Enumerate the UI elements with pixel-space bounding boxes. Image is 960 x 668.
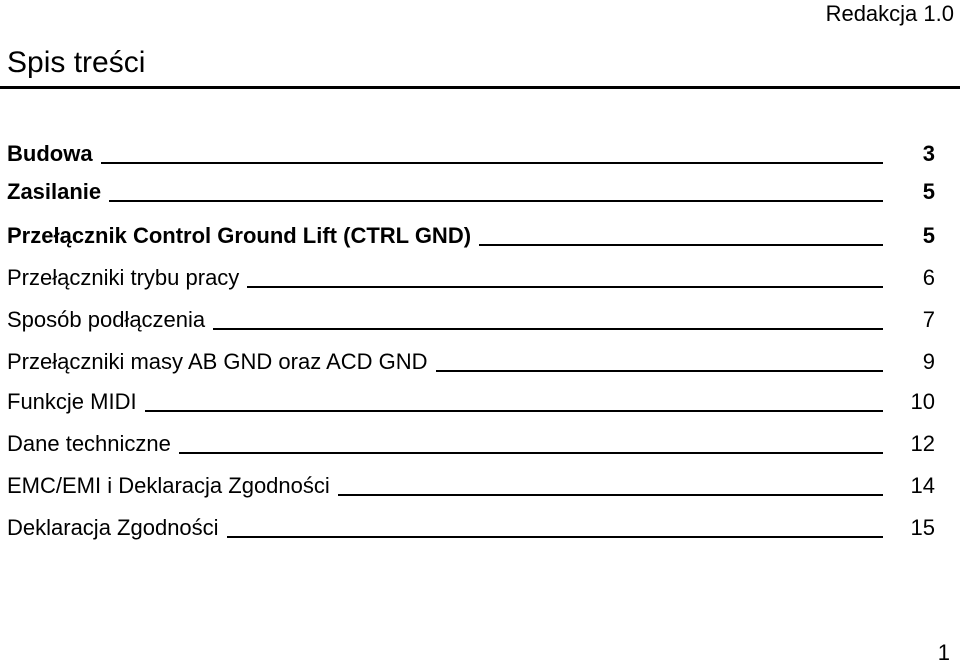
toc-entry-label: Funkcje MIDI (7, 389, 137, 414)
toc-entry-page: 10 (910, 389, 935, 414)
toc-entry-midi[interactable] (7, 378, 935, 416)
toc-entry-page: 15 (910, 515, 935, 540)
toc-leader-line (247, 286, 883, 288)
toc-leader-line (338, 494, 883, 496)
toc-leader-line (227, 536, 883, 538)
toc-entry-dane[interactable] (7, 420, 935, 458)
toc-entry-label: Sposób podłączenia (7, 307, 206, 332)
toc-entry-label: Przełączniki masy AB GND oraz ACD GND (7, 349, 428, 374)
toc-entry-page: 5 (922, 223, 935, 248)
toc-leader-line (145, 410, 883, 412)
page-number: 1 (937, 640, 950, 665)
toc-entry-page: 7 (922, 307, 935, 332)
toc-leader-line (479, 244, 883, 246)
toc-entry-page: 14 (910, 473, 935, 498)
toc-entry-budowa[interactable] (7, 130, 935, 168)
toc-entry-page: 12 (910, 431, 935, 456)
toc-entry-ctrl-gnd[interactable] (7, 212, 935, 250)
toc-entry-page: 5 (922, 179, 935, 204)
toc-entry-label: Dane techniczne (7, 431, 171, 456)
toc-entry-deklaracja[interactable] (7, 504, 935, 542)
toc-entry-emc[interactable] (7, 462, 935, 500)
toc-leader-line (101, 162, 883, 164)
toc-entry-label: Deklaracja Zgodności (7, 515, 219, 540)
toc-entry-page: 3 (922, 141, 935, 166)
toc-entry-label: EMC/EMI i Deklaracja Zgodności (7, 473, 330, 498)
toc-entry-podlaczenie[interactable] (7, 296, 935, 334)
title-divider (0, 86, 960, 89)
revision-label: Redakcja 1.0 (825, 1, 954, 26)
toc-entry-label: Przełączniki trybu pracy (7, 265, 240, 290)
toc-entry-label: Przełącznik Control Ground Lift (CTRL GND) (7, 223, 472, 248)
toc-entry-tryb-pracy[interactable] (7, 254, 935, 292)
toc-entry-zasilanie[interactable] (7, 168, 935, 206)
toc-leader-line (109, 200, 883, 202)
toc-entry-label: Budowa (7, 141, 93, 166)
toc-title: Spis treści (7, 46, 146, 79)
toc-entry-label: Zasilanie (7, 179, 102, 204)
toc-leader-line (179, 452, 883, 454)
toc-entry-page: 9 (922, 349, 935, 374)
toc-entry-masy[interactable] (7, 338, 935, 376)
toc-entry-page: 6 (922, 265, 935, 290)
toc-leader-line (213, 328, 883, 330)
toc-leader-line (436, 370, 883, 372)
